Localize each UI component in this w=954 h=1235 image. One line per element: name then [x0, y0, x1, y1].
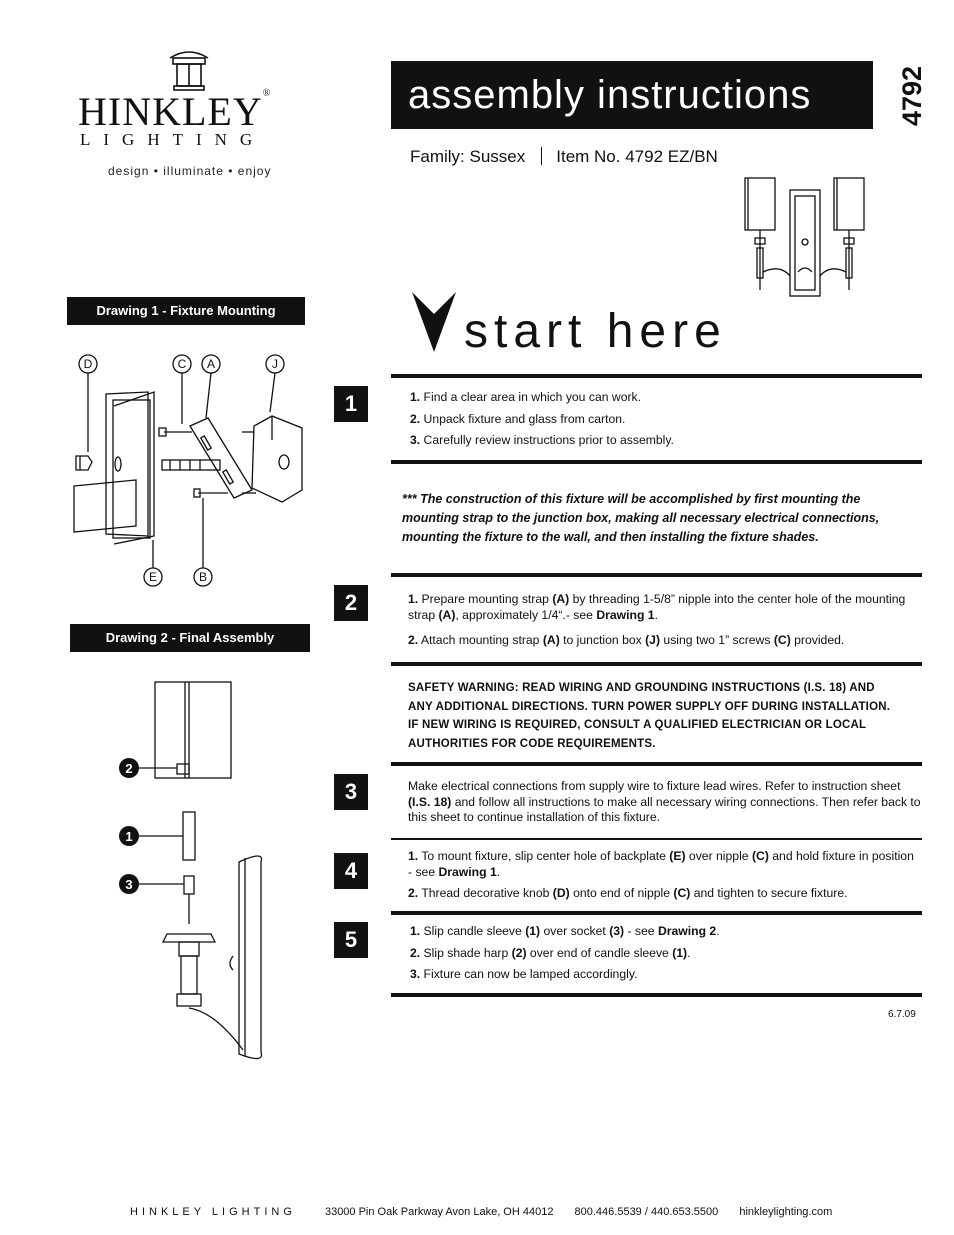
drawing2-final-assembly: [115, 672, 275, 1072]
step-5-number: 5: [334, 922, 368, 958]
step-4-text: 1. To mount fixture, slip center hole of backplate (E) over nipple (C) and hold fixture in position - see Drawing 1. 2. Thread decorative knob (D) onto end of nipple (C) and tighten to secure fixture.: [408, 849, 914, 900]
step-3-number: 3: [334, 774, 368, 810]
divider: [391, 573, 922, 577]
divider: [391, 838, 922, 840]
callout-2: 2: [125, 761, 133, 776]
model-number: 4792: [897, 65, 927, 126]
callout-a: A: [206, 357, 216, 371]
step-5-text: 1. Slip candle sleeve (1) over socket (3) - see Drawing 2. 2. Slip shade harp (2) over end of candle sleeve (1). 3. Fixture can now be lamped accordingly.: [410, 924, 720, 981]
divider: [391, 993, 922, 997]
callout-j: J: [272, 357, 278, 371]
arrow-down-icon: [410, 290, 460, 354]
divider: [391, 374, 922, 378]
safety-warning: SAFETY WARNING: READ WIRING AND GROUNDING INSTRUCTIONS (I.S. 18) AND ANY ADDITIONAL DIRECTIONS. TURN POWER SUPPLY OFF DURING INSTALLATION. IF NEW WIRING IS REQUIRED, CONSULT A QUALIFIED ELECTRICIAN OR LOCAL AUTHORITIES FOR CODE REQUIREMENTS.: [408, 682, 891, 750]
item-label: Item No. 4792 EZ/BN: [556, 147, 718, 166]
footer: [130, 1206, 832, 1218]
brand-subtitle: LIGHTING: [80, 130, 266, 149]
brand-tagline: design • illuminate • enjoy: [108, 164, 272, 178]
family-line: [410, 147, 718, 167]
footer-address: 33000 Pin Oak Parkway Avon Lake, OH 44012: [324, 1206, 554, 1218]
family-label: Family: Sussex: [410, 147, 526, 166]
divider: [391, 911, 922, 915]
footer-brand: HINKLEY LIGHTING: [130, 1206, 296, 1218]
callout-3: 3: [125, 877, 133, 892]
drawing2-label: Drawing 2 - Final Assembly: [70, 624, 310, 652]
callout-d: D: [83, 357, 93, 371]
start-here-heading: start here: [410, 290, 930, 360]
callout-b: B: [198, 570, 208, 584]
divider: [391, 460, 922, 464]
revision-date: 6.7.09: [888, 1009, 916, 1020]
sconce-product-image: [740, 172, 870, 302]
step-2-text: 1. Prepare mounting strap (A) by threading 1-5/8” nipple into the center hole of the mounting strap (A), approximately 1/4“.- see Drawing 1. 2. Attach mounting strap (A) to junction box (J) using two 1” screws (C) provided.: [408, 592, 906, 647]
callout-c: C: [177, 357, 187, 371]
page-title: assembly instructions: [391, 61, 873, 129]
step-2-number: 2: [334, 585, 368, 621]
step-4-number: 4: [334, 853, 368, 889]
footer-phone: 800.446.5539 / 440.653.5500: [574, 1206, 719, 1218]
callout-e: E: [148, 570, 158, 584]
divider: [391, 662, 922, 666]
divider: [391, 762, 922, 766]
drawing1-label: Drawing 1 - Fixture Mounting: [67, 297, 305, 325]
drawing1-fixture-mounting: [66, 348, 326, 593]
step-1-number: 1: [334, 386, 368, 422]
callout-1: 1: [125, 829, 133, 844]
footer-website[interactable]: hinkleylighting.com: [739, 1206, 833, 1218]
step-1-text: 1. Find a clear area in which you can work. 2. Unpack fixture and glass from carton. 3. Carefully review instructions prior to assembly.: [410, 390, 674, 447]
step-3-text: Make electrical connections from supply wire to fixture lead wires. Refer to instruction sheet (I.S. 18) and follow all instructions to make all necessary wiring connections. Then refer back to this sheet to continue installation of this fixture.: [408, 779, 921, 824]
brand-name: HINKLEY®: [78, 88, 272, 134]
construction-note: *** The construction of this fixture will be accomplished by first mounting the mounting strap to the junction box, making all necessary electrical connections, mounting the fixture to the wall, and then installing the fixture shades.: [402, 492, 880, 544]
